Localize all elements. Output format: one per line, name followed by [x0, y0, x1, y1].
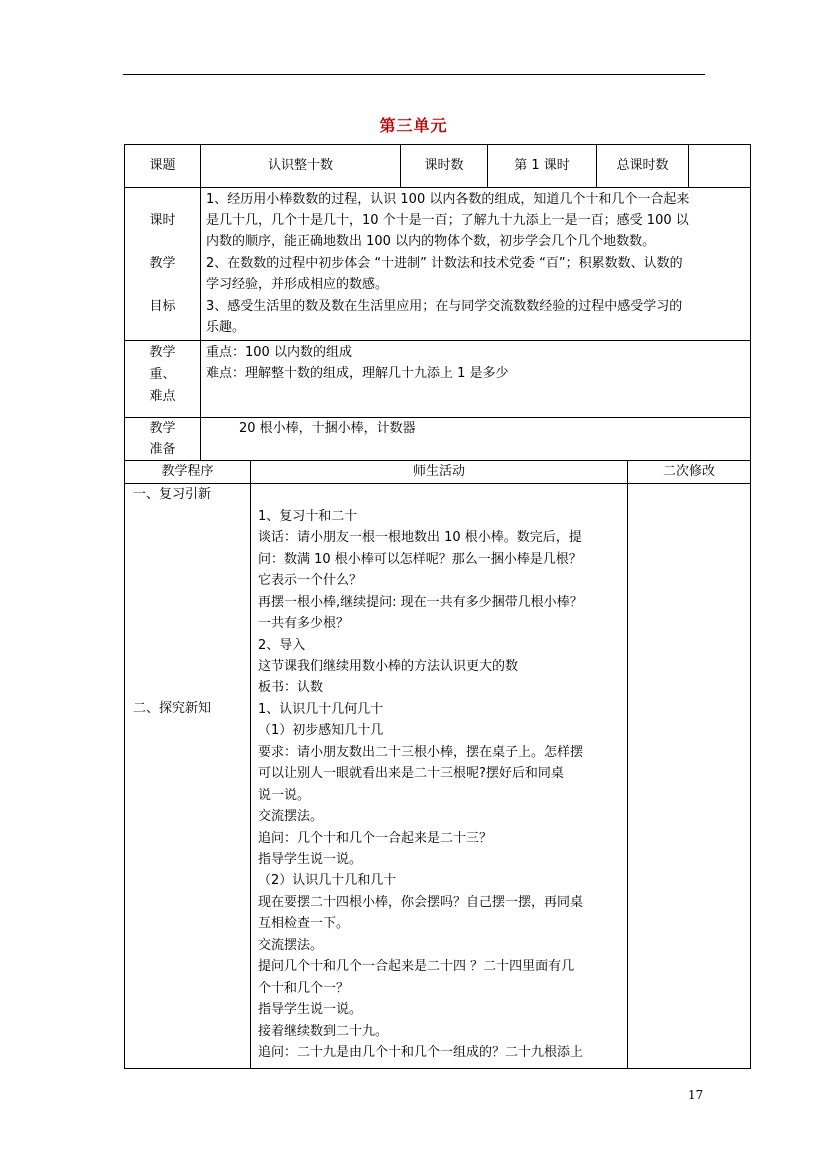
key-point: 重点：100 以内数的组成 [206, 345, 352, 360]
objectives-line: 学习经验，并形成相应的数感。 [206, 277, 389, 292]
objectives-label-3: 目标 [149, 299, 176, 314]
activity-line: 交流摆法。 [258, 938, 324, 953]
activity-line: 现在要摆二十四根小棒，你会摆吗？自己摆一摆，再同桌 [258, 895, 584, 910]
activity-line: 谈话：请小朋友一根一根地数出 10 根小棒。数完后，提 [258, 530, 582, 545]
activity-line: 可以让别人一眼就看出来是二十三根呢?摆好后和同桌 [258, 766, 564, 781]
activity-line: 互相检查一下。 [258, 916, 350, 931]
activity-line: 追问：二十九是由几个十和几个一组成的？二十九根添上 [258, 1045, 584, 1060]
preparation-text: 20 根小棒，十捆小棒，计数器 [239, 421, 416, 436]
objectives-line: 3、感受生活里的数及数在生活里应用；在与同学交流数数经验的过程中感受学习的 [206, 299, 683, 314]
activity-line: （2）认识几十几和几十 [258, 873, 397, 888]
activity-line: 指导学生说一说。 [258, 852, 363, 867]
unit-title: 第三单元 [379, 116, 448, 135]
activity-line: 说一说。 [258, 788, 311, 803]
objectives-line: 内数的顺序，能正确地数出 100 以内的物体个数，初步学会几个几个地数数。 [206, 234, 656, 249]
activity-line: 它表示一个什么？ [258, 573, 363, 588]
hours-label: 课时数 [424, 158, 464, 173]
activity-line: 个十和几个一？ [258, 981, 350, 996]
objectives-line: 1、经历用小棒数数的过程，认识 100 以内各数的组成，知道几个十和几个一合起来 [206, 192, 690, 207]
stage-review: 一、复习引新 [133, 487, 212, 502]
preparation-label-2: 准备 [149, 442, 176, 457]
activity-line: 板书：认数 [258, 680, 324, 695]
col-header-activities: 师生活动 [412, 464, 465, 479]
col-header-procedure: 教学程序 [161, 464, 214, 479]
col-header-revision: 二次修改 [662, 464, 715, 479]
activity-line: 1、认识几十几何几十 [258, 702, 384, 717]
activity-line: 交流摆法。 [258, 809, 324, 824]
activity-line: 指导学生说一说。 [258, 1002, 363, 1017]
activity-line: 一共有多少根？ [258, 616, 350, 631]
objectives-line: 2、在数数的过程中初步体会 “十进制” 计数法和技术党委 “百”；积累数数、认数的 [206, 256, 683, 271]
key-points-label-1: 教学 [149, 345, 176, 360]
topic-value: 认识整十数 [267, 158, 333, 173]
key-points-label-2: 重、 [149, 367, 176, 382]
objectives-label-2: 教学 [149, 256, 176, 271]
stage-explore: 二、探究新知 [133, 701, 212, 716]
activity-line: 1、复习十和二十 [258, 509, 358, 524]
header-rule [123, 74, 705, 75]
objectives-line: 是几十几，几个十是几十，10 个十是一百；了解九十九添上一是一百；感受 100 以 [206, 213, 689, 228]
activity-line: 再摆一根小棒,继续提问: 现在一共有多少捆带几根小棒？ [258, 595, 583, 610]
total-hours-label: 总课时数 [616, 158, 669, 173]
topic-label: 课题 [149, 158, 176, 173]
preparation-label-1: 教学 [149, 421, 176, 436]
objectives-line: 乐趣。 [206, 320, 246, 335]
activity-line: 要求：请小朋友数出二十三根小棒，摆在桌子上。怎样摆 [258, 745, 584, 760]
hours-value: 第 1 课时 [514, 158, 570, 173]
activity-line: 2、导入 [258, 638, 306, 653]
page-number: 17 [688, 1088, 704, 1102]
key-points-label-3: 难点 [149, 389, 176, 404]
activity-line: 追问：几个十和几个一合起来是二十三？ [258, 831, 493, 846]
difficult-point: 难点：理解整十数的组成，理解几十九添上 1 是多少 [206, 366, 509, 381]
activity-line: 这节课我们继续用数小棒的方法认识更大的数 [258, 659, 519, 674]
activity-line: 接着继续数到二十九。 [258, 1024, 389, 1039]
activity-line: 问：数满 10 根小棒可以怎样呢？那么一捆小棒是几根？ [258, 552, 582, 567]
activity-line: （1）初步感知几十几 [258, 723, 384, 738]
objectives-label-1: 课时 [149, 213, 176, 228]
activity-line: 提问几个十和几个一合起来是二十四 ？二十四里面有几 [258, 959, 575, 974]
